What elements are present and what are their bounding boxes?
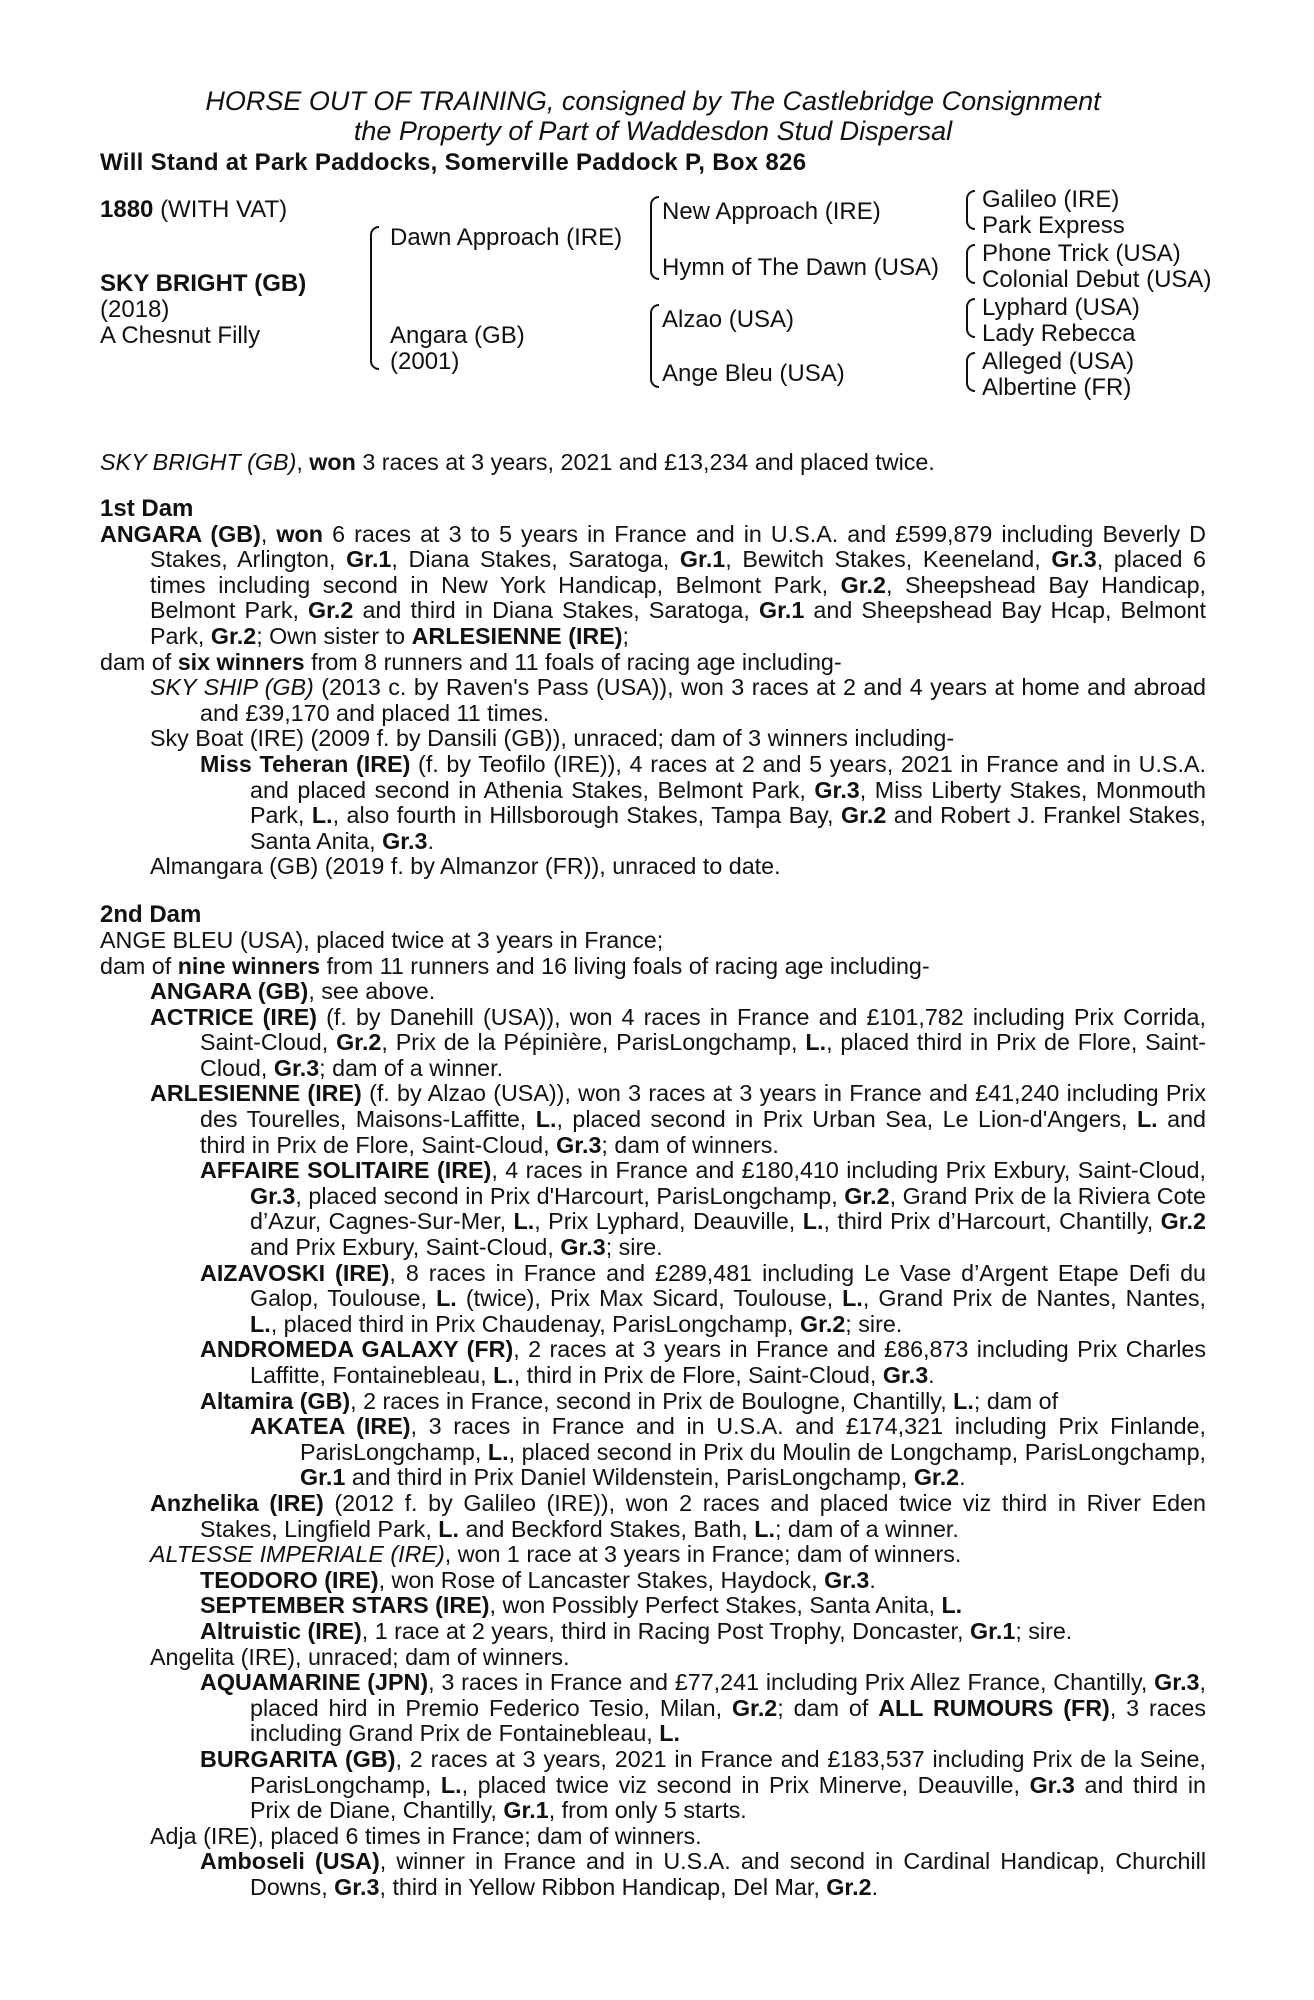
header [100,86,1206,178]
produce-aizavoski: AIZAVOSKI (IRE), 8 races in France and £289,481 including Le Vase d’Argent Etape Defi du Galop, Toulouse, L. (twice), Prix Max Sicard, Toulouse, L., Grand Prix de Nantes, Nantes, L., placed third in Prix Chaudenay, ParisLongchamp, Gr.2; sire. [200,1259,1206,1337]
dam-dam: Ange Bleu (USA) [662,360,845,387]
header-consignor: HORSE OUT OF TRAINING, consigned by The Castlebridge Consignment [205,86,1101,116]
header-property: the Property of Part of Waddesdon Stud Dispersal [353,116,953,146]
produce-angelita: Angelita (IRE), unraced; dam of winners. [150,1643,570,1670]
lot-number-line [100,186,287,234]
sire-dam-dam: Colonial Debut (USA) [982,266,1212,293]
sire-sire-dam: Park Express [982,212,1125,239]
second-dam-produce-summary: dam of nine winners from 11 runners and 16 living foals of racing age including- [100,952,930,979]
dam-dam-dam: Albertine (FR) [982,374,1132,401]
catalogue-page [100,86,1212,1900]
produce-sky-ship: SKY SHIP (GB) (2013 c. by Raven's Pass (USA)), won 3 races at 2 and 4 years at home and abroad and £39,170 and placed 11 times. [150,674,1206,726]
summary-line: SKY BRIGHT (GB), won 3 races at 3 years, 2021 and £13,234 and placed twice. [100,449,935,475]
second-dam-heading: 2nd Dam [100,900,202,928]
dam-produce-summary: dam of six winners from 8 runners and 11 foals of racing age including- [100,648,842,675]
produce-arlesienne: ARLESIENNE (IRE) (f. by Alzao (USA)), won 3 races at 3 years in France and £41,240 including Prix des Tourelles, Maisons-Laffitte, L., placed second in Prix Urban Sea, Le Lion-d'Angers, L. and third in Prix de Flore, Saint-Cloud, Gr.3; dam of winners. [150,1080,1207,1158]
sire-sire-sire: Galileo (IRE) [982,186,1120,213]
dam-dam-sire: Alleged (USA) [982,348,1135,375]
brace-3 [966,298,975,338]
sire-dam: Hymn of The Dawn (USA) [662,254,939,281]
pedigree-block [100,186,1212,436]
dam: Angara (GB) [390,322,525,349]
produce-affaire-solitaire: AFFAIRE SOLITAIRE (IRE), 4 races in France and £180,410 including Prix Exbury, Saint-Cloud, Gr.3, placed second in Prix d'Harcourt, ParisLongchamp, Gr.2, Grand Prix de la Riviera Cote d’Azur, Cagnes-Sur-Mer, L., Prix Lyphard, Deauville, L., third Prix d’Harcourt, Chantilly, Gr.2 and Prix Exbury, Saint-Cloud, Gr.3; sire. [200,1157,1206,1261]
sire-dam-sire: Phone Trick (USA) [982,240,1181,267]
produce-miss-teheran: Miss Teheran (IRE) (f. by Teofilo (IRE)), 4 races at 2 and 5 years, 2021 in France and in U.S.A. and placed second in Athenia Stakes, Belmont Park, Gr.3, Miss Liberty Stakes, Monmouth Park, L., also fourth in Hillsborough Stakes, Tampa Bay, Gr.2 and Robert J. Frankel Stakes, Santa Anita, Gr.3. [200,750,1207,854]
dam-sire-dam: Lady Rebecca [982,320,1136,347]
produce-altesse-imperiale: ALTESSE IMPERIALE (IRE), won 1 race at 3 years in France; dam of winners. [150,1541,962,1568]
produce-aquamarine: AQUAMARINE (JPN), 3 races in France and £77,241 including Prix Allez France, Chantilly, Gr.3, placed hird in Premio Federico Tesio, Milan, Gr.2; dam of ALL RUMOURS (FR), 3 races including Grand Prix de Fontainebleau, L. [200,1669,1207,1747]
lot-number: 1880 [100,196,154,223]
sire-parents-brace [650,196,659,280]
dam-parents-brace [650,304,659,388]
produce-andromeda-galaxy: ANDROMEDA GALAXY (FR), 2 races at 3 years in France and £86,873 including Prix Charles Laffitte, Fontainebleau, L., third in Prix de Flore, Saint-Cloud, Gr.3. [200,1336,1206,1388]
header-location: Will Stand at Park Paddocks, Somerville Paddock P, Box 826 [100,149,807,176]
brace-2 [966,244,975,284]
horse-name: SKY BRIGHT (GB) [100,270,307,297]
first-dam-heading: 1st Dam [100,494,194,522]
brace-1 [966,190,975,230]
dam-record: ANGARA (GB), won 6 races at 3 to 5 years in France and in U.S.A. and £599,879 including Beverly D Stakes, Arlington, Gr.1, Diana Stakes, Saratoga, Gr.1, Bewitch Stakes, Keeneland, Gr.3, placed 6 times including second in New York Handicap, Belmont Park, Gr.2, Sheepshead Bay Handicap, Belmont Park, Gr.2 and third in Diana Stakes, Saratoga, Gr.1 and Sheepshead Bay Hcap, Belmont Park, Gr.2; Own sister to ARLESIENNE (IRE); [100,520,1206,649]
horse-year: (2018) [100,296,170,323]
produce-almangara: Almangara (GB) (2019 f. by Almanzor (FR)), unraced to date. [150,853,781,880]
dam-year: (2001) [390,348,460,375]
produce-teodoro: TEODORO (IRE), won Rose of Lancaster Stakes, Haydock, Gr.3. [200,1566,876,1593]
second-dam-record: ANGE BLEU (USA), placed twice at 3 years in France; [100,926,664,953]
produce-sky-boat: Sky Boat (IRE) (2009 f. by Dansili (GB)), unraced; dam of 3 winners including- [150,725,955,752]
dam-sire: Alzao (USA) [662,306,795,333]
produce-akatea: AKATEA (IRE), 3 races in France and in U.S.A. and £174,321 including Prix Finlande, ParisLongchamp, L., placed second in Prix du Moulin de Longchamp, ParisLongchamp, Gr.1 and third in Prix Daniel Wildenstein, ParisLongchamp, Gr.2. [250,1413,1207,1491]
race-record [100,450,1206,1900]
produce-angara: ANGARA (GB), see above. [150,978,436,1005]
produce-actrice: ACTRICE (IRE) (f. by Danehill (USA)), won 4 races in France and £101,782 including Prix Corrida, Saint-Cloud, Gr.2, Prix de la Pépinière, ParisLongchamp, L., placed third in Prix de Flore, Saint-Cloud, Gr.3; dam of a winner. [150,1003,1207,1081]
sire: Dawn Approach (IRE) [390,224,623,251]
produce-amboseli: Amboseli (USA), winner in France and in U.S.A. and second in Cardinal Handicap, Churchill Downs, Gr.3, third in Yellow Ribbon Handicap, Del Mar, Gr.2. [200,1848,1206,1900]
dam-sire-sire: Lyphard (USA) [982,294,1140,321]
sire-sire: New Approach (IRE) [662,198,881,225]
produce-burgarita: BURGARITA (GB), 2 races at 3 years, 2021 in France and £183,537 including Prix de la Seine, ParisLongchamp, L., placed twice viz second in Prix Minerve, Deauville, Gr.3 and third in Prix de Diane, Chantilly, Gr.1, from only 5 starts. [200,1745,1206,1824]
produce-anzhelika: Anzhelika (IRE) (2012 f. by Galileo (IRE)), won 2 races and placed twice viz third in River Eden Stakes, Lingfield Park, L. and Beckford Stakes, Bath, L.; dam of a winner. [150,1489,1206,1542]
produce-altamira: Altamira (GB), 2 races in France, second in Prix de Boulogne, Chantilly, L.; dam of [200,1387,1059,1414]
horse-description: A Chesnut Filly [100,322,261,349]
vat-label: (WITH VAT) [160,196,288,223]
produce-september-stars: SEPTEMBER STARS (IRE), won Possibly Perfect Stakes, Santa Anita, L. [200,1592,963,1619]
sire-dam-brace [370,226,379,370]
produce-altruistic: Altruistic (IRE), 1 race at 2 years, third in Racing Post Trophy, Doncaster, Gr.1; sire. [200,1617,1073,1644]
brace-4 [966,352,975,392]
produce-adja: Adja (IRE), placed 6 times in France; dam of winners. [150,1822,702,1849]
